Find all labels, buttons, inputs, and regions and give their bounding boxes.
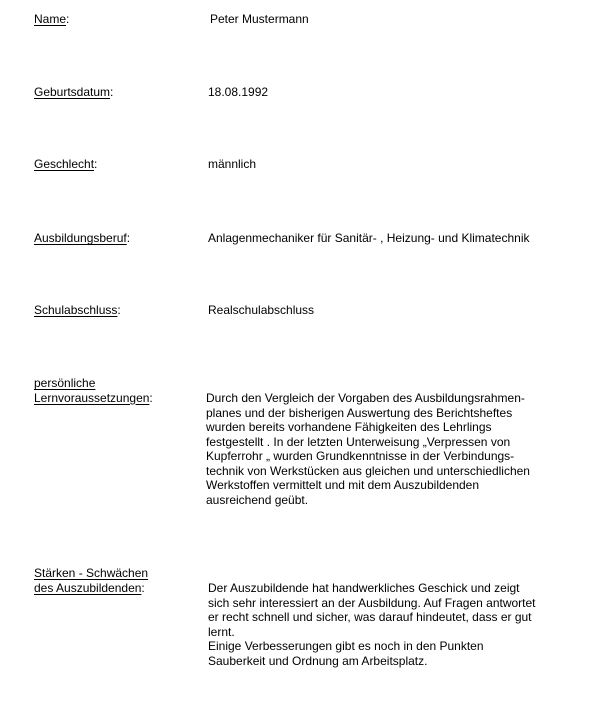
gender-value: männlich	[208, 157, 257, 171]
name-label-colon: :	[66, 12, 70, 26]
profession-label	[34, 231, 194, 246]
learning-label-line1: persönliche	[34, 376, 96, 390]
name-value: Peter Mustermann	[210, 12, 309, 26]
strengths-line: lernt.	[208, 624, 235, 639]
profession-value: Anlagenmechaniker für Sanitär- , Heizung- und Klimatechnik	[208, 231, 530, 245]
school-label-text: Schulabschluss	[34, 303, 118, 317]
learning-line: technik von Werkstücken aus gleichen und unterschiedlichen	[206, 463, 530, 478]
strengths-label	[34, 566, 194, 595]
learning-text	[206, 391, 530, 507]
learning-line: wurden bereits vorhandene Fähigkeiten des Lehrlings	[206, 420, 492, 434]
birthdate-value: 18.08.1992	[208, 85, 269, 99]
school-value: Realschulabschluss	[208, 303, 315, 317]
learning-label-colon: :	[149, 390, 153, 405]
profession-label-colon: :	[126, 231, 131, 245]
learning-line: festgestellt . In der letzten Unterweisung „Verpressen von	[206, 434, 511, 449]
school-label	[34, 303, 194, 318]
learning-line: planes und der bisherigen Auswertung des Berichtsheftes	[206, 405, 513, 420]
strengths-line: Einige Verbesserungen gibt es noch in den Punkten	[208, 639, 484, 653]
gender-label-text: Geschlecht	[34, 157, 95, 171]
learning-line: Durch den Vergleich der Vorgaben des Ausbildungsrahmen-	[206, 391, 525, 405]
name-label	[34, 12, 194, 27]
strengths-text	[208, 581, 536, 668]
strengths-line: Sauberkeit und Ordnung am Arbeitsplatz.	[208, 653, 428, 668]
learning-line: Werkstoffen vermittelt und mit dem Auszubildenden	[206, 478, 480, 492]
gender-label	[34, 157, 194, 172]
strengths-label-colon: :	[141, 580, 145, 595]
name-label-text: Name	[34, 12, 67, 26]
birthdate-label-text: Geburtsdatum	[34, 85, 111, 99]
strengths-line: Der Auszubildende hat handwerkliches Geschick und zeigt	[208, 581, 520, 595]
learning-label-line2: Lernvoraussetzungen	[34, 390, 150, 405]
learning-label	[34, 376, 194, 405]
strengths-label-line1: Stärken - Schwächen	[34, 566, 149, 580]
profession-label-text: Ausbildungsberuf	[34, 231, 127, 245]
birthdate-label	[34, 85, 194, 100]
learning-line: ausreichend geübt.	[206, 492, 309, 507]
school-label-colon: :	[117, 303, 121, 317]
strengths-line: sich sehr interessiert an der Ausbildung. Auf Fragen antwortet	[208, 595, 536, 610]
gender-label-colon: :	[94, 157, 98, 171]
strengths-line: er recht schnell und sicher, was darauf hindeutet, dass er gut	[208, 610, 532, 624]
strengths-label-line2: des Auszubildenden	[34, 580, 142, 595]
birthdate-label-colon: :	[110, 85, 114, 99]
learning-line: Kupferrohr „ wurden Grundkenntnisse in der Verbindungs-	[206, 449, 515, 463]
